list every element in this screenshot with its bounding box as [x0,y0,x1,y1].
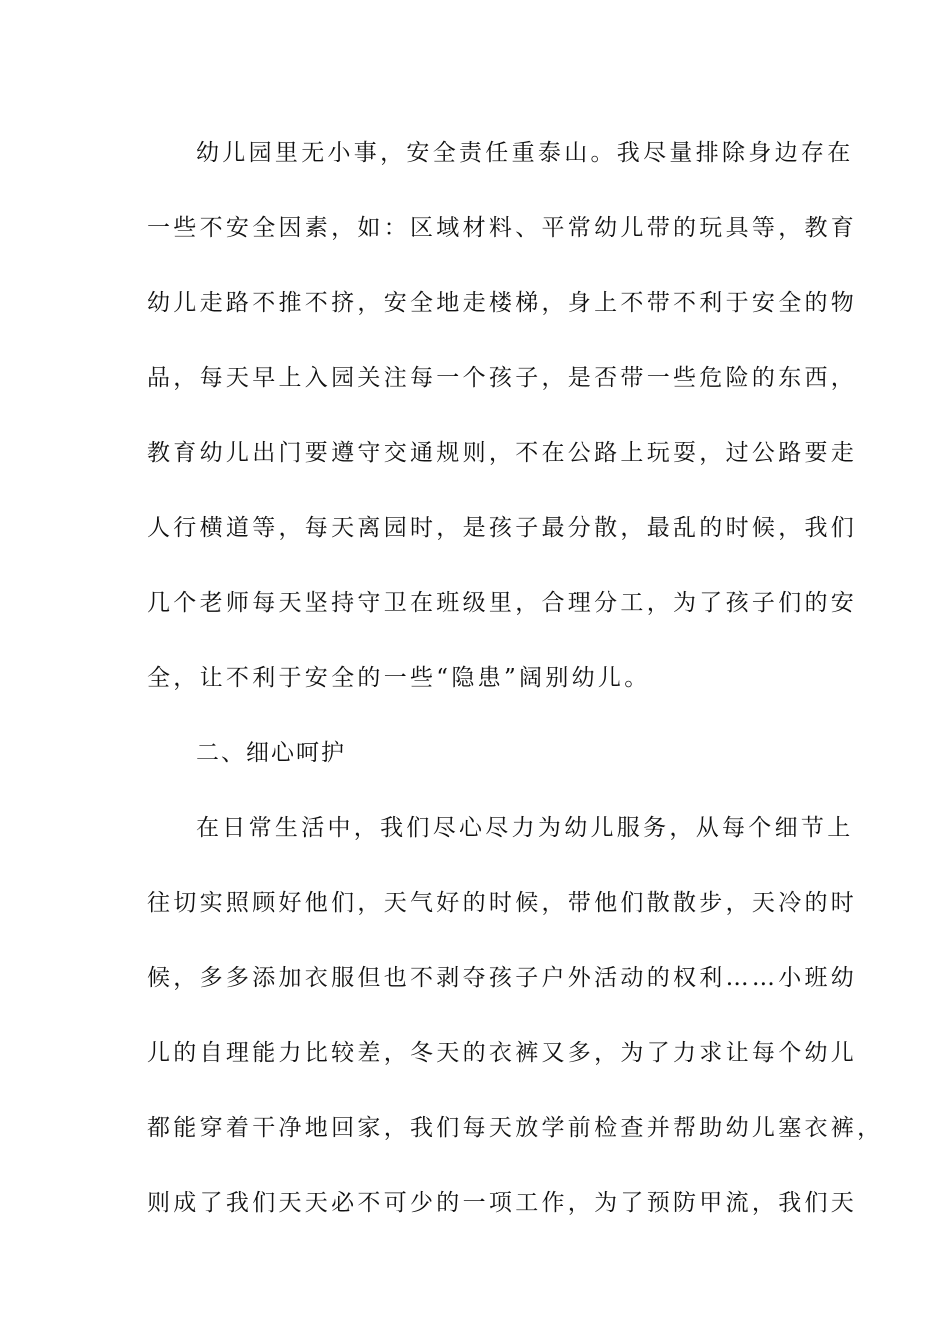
paragraph-line: 候，多多添加衣服但也不剥夺孩子户外活动的权利……小班幼 [147,965,858,991]
paragraph-safety [147,128,858,728]
paragraph-line: 幼儿园里无小事，安全责任重泰山。我尽量排除身边存在 [196,140,854,166]
paragraph-line: 儿的自理能力比较差，冬天的衣裤又多，为了力求让每个幼儿 [147,1040,858,1066]
section-heading: 二、细心呵护 [196,740,346,766]
paragraph-line: 往切实照顾好他们，天气好的时候，带他们散散步，天冷的时 [147,890,858,916]
paragraph-line: 则成了我们天天必不可少的一项工作，为了预防甲流，我们天 [147,1190,858,1216]
paragraph-line: 一些不安全因素，如：区域材料、平常幼儿带的玩具等，教育 [147,215,858,241]
paragraph-line: 在日常生活中，我们尽心尽力为幼儿服务，从每个细节上 [196,815,854,841]
paragraph-line: 几个老师每天坚持守卫在班级里，合理分工，为了孩子们的安 [147,590,858,616]
paragraph-line: 全，让不利于安全的一些“隐患”阔别幼儿。 [147,665,651,691]
document-body [147,128,884,1253]
paragraph-line: 幼儿走路不推不挤，安全地走楼梯，身上不带不利于安全的物 [147,290,858,316]
paragraph-line: 品，每天早上入园关注每一个孩子，是否带一些危险的东西， [147,365,858,391]
paragraph-line: 教育幼儿出门要遵守交通规则，不在公路上玩耍，过公路要走 [147,440,858,466]
paragraph-line: 人行横道等，每天离园时，是孩子最分散，最乱的时候，我们 [147,515,858,541]
paragraph-line: 都能穿着干净地回家，我们每天放学前检查并帮助幼儿塞衣裤， [147,1115,884,1141]
paragraph-care [147,803,884,1253]
